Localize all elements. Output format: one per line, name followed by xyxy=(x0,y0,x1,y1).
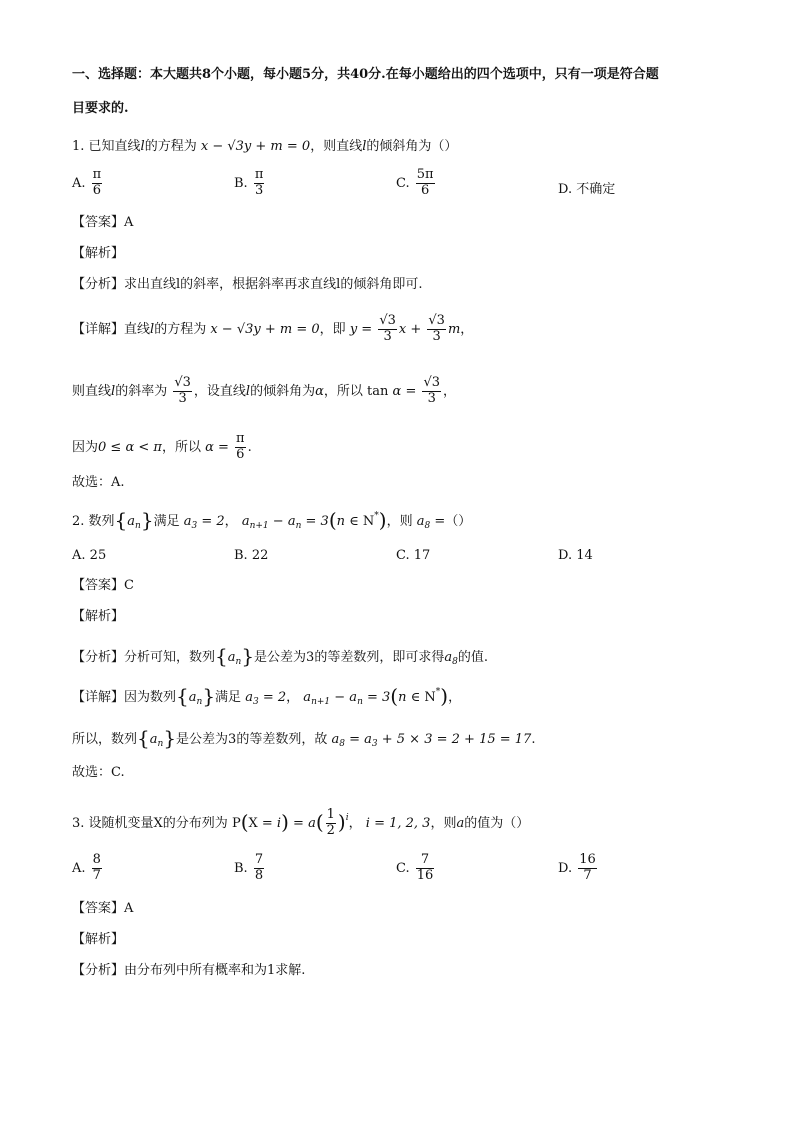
q2-option-b: B. 22 xyxy=(234,548,269,563)
q2-option-a: A. 25 xyxy=(72,548,107,563)
q2-stem: 2. 数列$\{a_n\}$满足 $a_3 = 2$， $a_{n+1} - a_n = 3(n$ ∈ N*)，则 $a_8$ =（） xyxy=(72,508,472,532)
q3-stem: 3. 设随机变量X的分布列为 P(X = i) = a( $\frac{1}{2}$ )$^i$， i = 1, 2, 3，则a的值为（） xyxy=(72,807,530,838)
q1-stem: 1. 已知直线l的方程为 x − √3y + m = 0，则直线l的倾斜角为（） xyxy=(72,139,458,154)
q3-option-c: C. $\frac{7}{16}$ xyxy=(396,852,434,883)
q3-fenxi: 【分析】由分布列中所有概率和为1求解. xyxy=(72,963,306,978)
q1-analysis-tag: 【解析】 xyxy=(72,246,125,261)
q1-fenxi: 【分析】求出直线l的斜率，根据斜率再求直线l的倾斜角即可. xyxy=(72,277,423,292)
q1-detail-line-1: 【详解】直线l的方程为 x − √3y + m = 0，即 y = $\frac{√3}{3}$ x + $\frac{√3}{3}$ m， xyxy=(72,313,474,344)
q3-option-b: B. $\frac{7}{8}$ xyxy=(234,852,264,883)
q1-option-d: D. 不确定 xyxy=(558,182,616,197)
q2-choose: 故选：C. xyxy=(72,765,125,780)
q2-analysis-tag: 【解析】 xyxy=(72,609,125,624)
q1-detail-line-2: 则直线l的斜率为 $\frac{√3}{3}$ ，设直线l的倾斜角为α，所以 tan α = $\frac{√3}{3}$ ， xyxy=(72,375,457,406)
q2-detail-line-2: 所以，数列$\{a_n\}$是公差为3的等差数列，故 $a_8 = a_3 + 5 \times 3 = 2 + 15 = 17$. xyxy=(72,726,536,750)
section-heading-line-1: 一、选择题：本大题共8个小题，每小题5分，共40分.在每小题给出的四个选项中，只有一项是符合题 xyxy=(72,67,659,82)
q3-option-a: A. $\frac{8}{7}$ xyxy=(72,852,101,883)
q3-option-d: D. $\frac{16}{7}$ xyxy=(558,852,596,883)
q1-answer: 【答案】A xyxy=(72,215,134,230)
q2-detail-line-1: 【详解】因为数列$\{a_n\}$满足 $a_3 = 2$， $a_{n+1} - a_n = 3(n$ ∈ N*)， xyxy=(72,684,462,708)
q3-analysis-tag: 【解析】 xyxy=(72,932,125,947)
q2-option-d: D. 14 xyxy=(558,548,593,563)
q2-option-c: C. 17 xyxy=(396,548,431,563)
q1-option-c: C. $\frac{5\pi}{6}$ xyxy=(396,167,434,198)
q3-answer: 【答案】A xyxy=(72,901,134,916)
section-heading-line-2: 目要求的. xyxy=(72,101,129,116)
q1-detail-line-3: 因为0 ≤ α < π，所以 α = $\frac{\pi}{6}$ . xyxy=(72,431,252,462)
q2-answer: 【答案】C xyxy=(72,578,134,593)
q2-fenxi: 【分析】分析可知，数列$\{a_n\}$是公差为3的等差数列，即可求得$a_8$的值. xyxy=(72,644,488,668)
q1-option-b: B. $\frac{\pi}{3}$ xyxy=(234,167,264,198)
q1-option-a: A. $\frac{\pi}{6}$ xyxy=(72,167,102,198)
q1-choose: 故选：A. xyxy=(72,475,125,490)
